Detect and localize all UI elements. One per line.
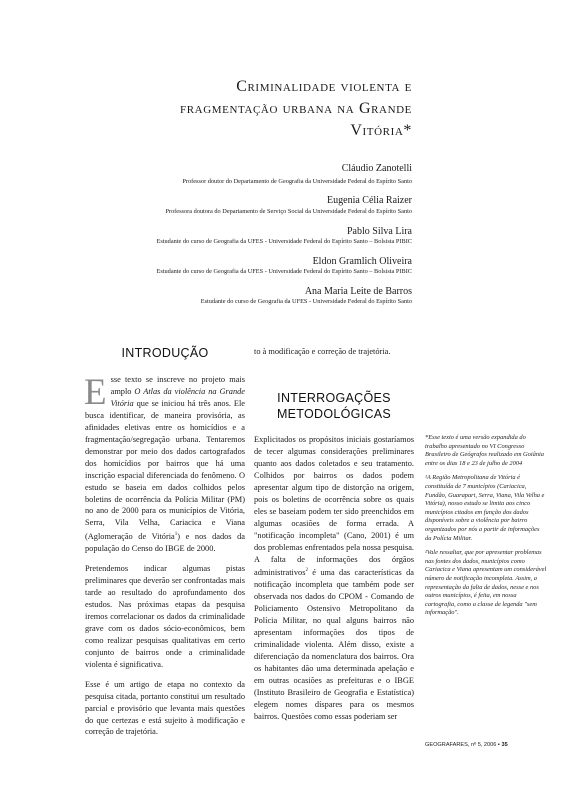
paragraph: [254, 434, 414, 723]
author-name: Pablo Silva Lira: [347, 226, 412, 237]
article-title-line-3: Vitória*: [350, 122, 412, 139]
heading-line: METODOLÓGICAS: [276, 407, 392, 421]
column-1-body: [85, 374, 245, 746]
author-affiliation: Estudante do curso de Geografia da UFES - Universidade Federal do Espírito Santo: [200, 298, 412, 305]
paragraph: [85, 374, 245, 555]
atlas-title: O Atlas da violência na Grande Vitória: [110, 386, 245, 408]
footnote-ref: 2: [305, 568, 308, 574]
column-2-body: [254, 434, 414, 731]
author-affiliation: Estudante do curso de Geografia da UFES - Universidade Federal do Espírito Santo – Bolsista PIBIC: [156, 268, 412, 275]
margin-notes: [425, 434, 547, 624]
note: *Esse texto é uma versão expandida do trabalho apresentado no VI Congresso Brasileiro de Geógrafos realizado em Goiânia entre os dias 18 e 23 de julho de 2004: [425, 434, 544, 467]
author-name: Eldon Gramlich Oliveira: [312, 256, 412, 267]
article-title-line-2: fragmentação urbana na Grande: [180, 100, 412, 117]
paragraph: Pretendemos indicar algumas pistas preliminares que deverão ser confrontadas mais tarde ao resultado do aprofundamento dos estudos. Nas próximas etapas da pesquisa iremos correlacionar os dados da criminalidade grave com os dados sócio-econômicos, bem como realizar pesquisas qualitativas em certo conjunto de bairros onde a criminalidade violenta é significativa.: [85, 564, 245, 669]
author-name: Ana Maria Leite de Barros: [304, 286, 412, 297]
section-heading-interrogacoes: [254, 390, 414, 422]
section-heading-introducao: INTRODUÇÃO: [121, 346, 209, 360]
page-number: 35: [501, 742, 508, 748]
author-affiliation: Estudante do curso de Geografia da UFES - Universidade Federal do Espírito Santo – Bolsista PIBIC: [156, 238, 412, 245]
article-title-line-1: Criminalidade violenta e: [236, 78, 412, 95]
journal-info: GEOGRAFARES, nº 5, 2006: [425, 742, 497, 748]
text-span: Explicitados os propósitos iniciais gostaríamos de tecer algumas considerações preliminares quanto aos dados coletados e seu tratamento. Colhidos por bairros os dados podem apresentar algum tipo de distorção na origem, pois os boletins de ocorrência sobre os quais eles se baseiam podem ter sido preenchidos em algumas ocasiões de forma errada. A "notificação incompleta" (Cano, 2001) é um dos problemas enfrentados pela nossa pesquisa. A falta de informações dos órgãos administrativos: [254, 435, 414, 578]
page-footer: GEOGRAFARES, nº 5, 2006 ▪ 35: [425, 742, 508, 748]
heading-line: INTERROGAÇÕES: [277, 391, 391, 405]
footnote-ref: 1: [174, 532, 178, 538]
column-2-continuation: to à modificação e correção de trajetória.: [254, 347, 391, 356]
text-span: ) e nos dados da população do Censo do IBGE de 2000.: [85, 532, 245, 554]
author-name: Eugenia Célia Raizer: [327, 195, 412, 206]
author-affiliation: Professor doutor do Departamento de Geografia da Universidade Federal do Espírito Santo: [182, 178, 412, 185]
author-name: Cláudio Zanotelli: [341, 163, 412, 174]
author-affiliation: Professora doutora do Departamento de Serviço Social da Universidade Federal do Espírito Santo: [165, 208, 412, 215]
paragraph: Esse é um artigo de etapa no contexto da pesquisa citada, portanto constitui um resultado parcial e provisório que levanta mais questões do que certezas e está sujeito à modificação e correção de trajetória.: [85, 679, 245, 737]
note: ¹A Região Metropolitana de Vitória é constituída de 7 municípios (Cariacica, Fundão, Guarapari, Serra, Viana, Vila Velha e Vitória), nosso estudo se limita aos cinco municípios citados em função dos dados disponíveis sobre a violência por bairro organizados por nós a partir de informações da Polícia Militar.: [425, 474, 545, 542]
note: ²Vale ressaltar, que por apresentar problemas nas fontes dos dados, municípios como Cariacica e Viana apresentam um considerável número de notificação incompleta. Assim, a representação da falta de dados, nesse e nos outros municípios, é feita, em nossa cartografia, como a classe de legenda "sem informação".: [425, 549, 547, 617]
text-span: sse texto se inscreve no projeto mais amplo: [110, 375, 245, 396]
drop-cap: E: [84, 372, 107, 413]
text-span: é uma das características da notificação incompleta que também pode ser observada nos dados do CPOM - Comando de Policiamento Ostensivo Metropolitano da Polícia Militar, no qual alguns bairros não apresentam informações dos tipos de criminalidade violenta. Além disso, existe a diferenciação da nomenclatura dos bairros. Ora os habitantes dão uma determinada apelação e em outras ocasiões as prefeituras e o IBGE (Instituto Brasileiro de Geografia e Estatística) elegem nomes díspares para os mesmos bairros. Questões como essas poderiam ser: [254, 568, 414, 721]
text-span: que se iniciou há três anos. Ele busca identificar, de maneira provisória, as afinidades eletivas entre os homicídios e a fragmentação/segregação urbana. Tentaremos demonstrar por meio dos dados cartografados dos homicídios por bairros que há uma inscrição espacial diferenciada do fenômeno. O estudo se baseia em dados colhidos pelos boletins de ocorrência da Polícia Militar (PM) no ano de 2000 para os municípios de Vitória, Serra, Vila Velha, Cariacica e Viana (Aglomeração de Vitória: [85, 398, 245, 542]
